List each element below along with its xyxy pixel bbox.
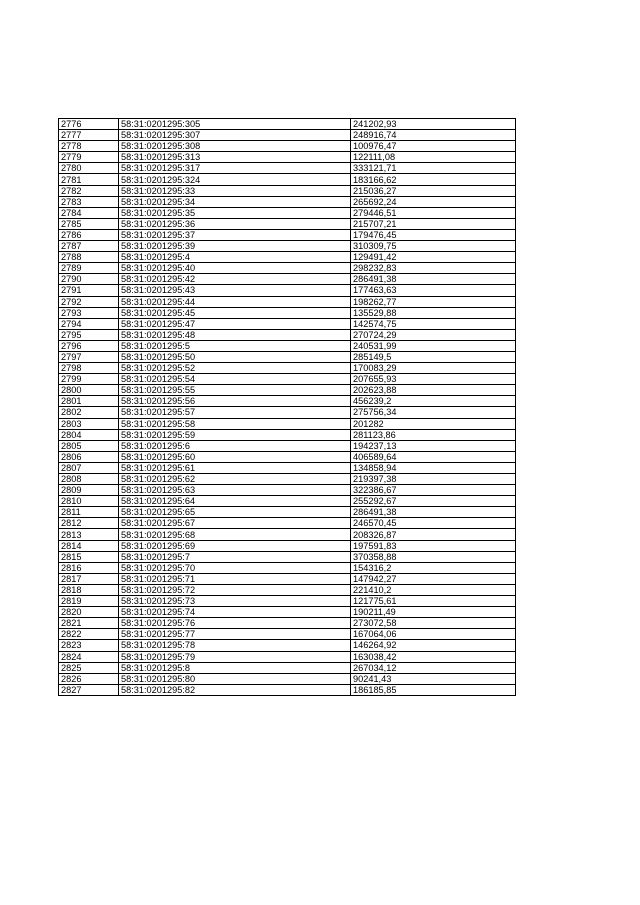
row-number-cell: 2789: [59, 263, 119, 274]
value-cell: 207655,93: [351, 374, 516, 385]
table-row: [59, 529, 516, 540]
table-row: [59, 662, 516, 673]
value-cell: 248916,74: [351, 130, 516, 141]
cadastral-number-cell: 58:31:0201295:78: [119, 640, 351, 651]
cadastral-number-cell: 58:31:0201295:47: [119, 318, 351, 329]
value-cell: 100976,47: [351, 141, 516, 152]
row-number-cell: 2803: [59, 418, 119, 429]
row-number-cell: 2783: [59, 196, 119, 207]
table-row: [59, 163, 516, 174]
row-number-cell: 2777: [59, 130, 119, 141]
value-cell: 241202,93: [351, 119, 516, 130]
value-cell: 202623,88: [351, 385, 516, 396]
value-cell: 90241,43: [351, 673, 516, 684]
row-number-cell: 2816: [59, 562, 119, 573]
row-number-cell: 2818: [59, 584, 119, 595]
table-row: [59, 596, 516, 607]
cadastral-number-cell: 58:31:0201295:52: [119, 363, 351, 374]
row-number-cell: 2804: [59, 429, 119, 440]
value-cell: 135529,88: [351, 307, 516, 318]
cadastral-number-cell: 58:31:0201295:77: [119, 629, 351, 640]
row-number-cell: 2805: [59, 440, 119, 451]
value-cell: 281123,86: [351, 429, 516, 440]
table-row: [59, 418, 516, 429]
table-row: [59, 551, 516, 562]
table-row: [59, 407, 516, 418]
cadastral-number-cell: 58:31:0201295:64: [119, 496, 351, 507]
row-number-cell: 2788: [59, 252, 119, 263]
cadastral-number-cell: 58:31:0201295:69: [119, 540, 351, 551]
table-row: [59, 374, 516, 385]
value-cell: 275756,34: [351, 407, 516, 418]
value-cell: 154316,2: [351, 562, 516, 573]
table-row: [59, 218, 516, 229]
table-row: [59, 462, 516, 473]
cadastral-number-cell: 58:31:0201295:317: [119, 163, 351, 174]
value-cell: 246570,45: [351, 518, 516, 529]
table-row: [59, 385, 516, 396]
table-row: [59, 496, 516, 507]
cadastral-number-cell: 58:31:0201295:67: [119, 518, 351, 529]
value-cell: 333121,71: [351, 163, 516, 174]
table-row: [59, 130, 516, 141]
row-number-cell: 2823: [59, 640, 119, 651]
value-cell: 298232,83: [351, 263, 516, 274]
table-row: [59, 651, 516, 662]
cadastral-number-cell: 58:31:0201295:59: [119, 429, 351, 440]
table-row: [59, 241, 516, 252]
table-row: [59, 673, 516, 684]
table-row: [59, 607, 516, 618]
cadastral-number-cell: 58:31:0201295:50: [119, 351, 351, 362]
table-row: [59, 540, 516, 551]
table-row: [59, 584, 516, 595]
row-number-cell: 2795: [59, 329, 119, 340]
table-row: [59, 363, 516, 374]
value-cell: 197591,83: [351, 540, 516, 551]
table-row: [59, 141, 516, 152]
cadastral-number-cell: 58:31:0201295:61: [119, 462, 351, 473]
row-number-cell: 2811: [59, 507, 119, 518]
table-row: [59, 252, 516, 263]
value-cell: 142574,75: [351, 318, 516, 329]
cadastral-number-cell: 58:31:0201295:62: [119, 474, 351, 485]
value-cell: 406589,64: [351, 451, 516, 462]
cadastral-number-cell: 58:31:0201295:48: [119, 329, 351, 340]
table-row: [59, 474, 516, 485]
table-row: [59, 196, 516, 207]
cadastral-number-cell: 58:31:0201295:7: [119, 551, 351, 562]
cadastral-number-cell: 58:31:0201295:324: [119, 174, 351, 185]
row-number-cell: 2814: [59, 540, 119, 551]
table-row: [59, 307, 516, 318]
value-cell: 146264,92: [351, 640, 516, 651]
row-number-cell: 2790: [59, 274, 119, 285]
value-cell: 177463,63: [351, 285, 516, 296]
row-number-cell: 2787: [59, 241, 119, 252]
value-cell: 194237,13: [351, 440, 516, 451]
cadastral-number-cell: 58:31:0201295:42: [119, 274, 351, 285]
row-number-cell: 2800: [59, 385, 119, 396]
cadastral-number-cell: 58:31:0201295:35: [119, 207, 351, 218]
value-cell: 286491,38: [351, 507, 516, 518]
value-cell: 285149,5: [351, 351, 516, 362]
table-row: [59, 562, 516, 573]
table-body: [59, 119, 516, 696]
cadastral-number-cell: 58:31:0201295:76: [119, 618, 351, 629]
row-number-cell: 2822: [59, 629, 119, 640]
cadastral-number-cell: 58:31:0201295:45: [119, 307, 351, 318]
cadastral-number-cell: 58:31:0201295:4: [119, 252, 351, 263]
row-number-cell: 2827: [59, 684, 119, 695]
cadastral-number-cell: 58:31:0201295:82: [119, 684, 351, 695]
table-row: [59, 340, 516, 351]
table-row: [59, 485, 516, 496]
table-row: [59, 296, 516, 307]
row-number-cell: 2810: [59, 496, 119, 507]
row-number-cell: 2824: [59, 651, 119, 662]
cadastral-number-cell: 58:31:0201295:55: [119, 385, 351, 396]
value-cell: 208326,87: [351, 529, 516, 540]
cadastral-number-cell: 58:31:0201295:308: [119, 141, 351, 152]
table-row: [59, 263, 516, 274]
cadastral-number-cell: 58:31:0201295:34: [119, 196, 351, 207]
value-cell: 270724,29: [351, 329, 516, 340]
row-number-cell: 2780: [59, 163, 119, 174]
row-number-cell: 2781: [59, 174, 119, 185]
value-cell: 167064,06: [351, 629, 516, 640]
cadastral-number-cell: 58:31:0201295:5: [119, 340, 351, 351]
row-number-cell: 2812: [59, 518, 119, 529]
cadastral-number-cell: 58:31:0201295:73: [119, 596, 351, 607]
row-number-cell: 2801: [59, 396, 119, 407]
table-row: [59, 274, 516, 285]
table-row: [59, 207, 516, 218]
value-cell: 456239,2: [351, 396, 516, 407]
table-row: [59, 318, 516, 329]
cadastral-number-cell: 58:31:0201295:79: [119, 651, 351, 662]
table-row: [59, 440, 516, 451]
cadastral-number-cell: 58:31:0201295:56: [119, 396, 351, 407]
table-row: [59, 396, 516, 407]
cadastral-number-cell: 58:31:0201295:80: [119, 673, 351, 684]
cadastral-number-cell: 58:31:0201295:57: [119, 407, 351, 418]
cadastral-number-cell: 58:31:0201295:33: [119, 185, 351, 196]
row-number-cell: 2819: [59, 596, 119, 607]
cadastral-number-cell: 58:31:0201295:307: [119, 130, 351, 141]
value-cell: 255292,67: [351, 496, 516, 507]
table-row: [59, 329, 516, 340]
value-cell: 122111,08: [351, 152, 516, 163]
table-row: [59, 618, 516, 629]
table-row: [59, 507, 516, 518]
cadastral-number-cell: 58:31:0201295:43: [119, 285, 351, 296]
table-row: [59, 573, 516, 584]
cadastral-number-cell: 58:31:0201295:74: [119, 607, 351, 618]
table-row: [59, 640, 516, 651]
value-cell: 265692,24: [351, 196, 516, 207]
value-cell: 129491,42: [351, 252, 516, 263]
row-number-cell: 2791: [59, 285, 119, 296]
value-cell: 163038,42: [351, 651, 516, 662]
value-cell: 240531,99: [351, 340, 516, 351]
row-number-cell: 2817: [59, 573, 119, 584]
row-number-cell: 2785: [59, 218, 119, 229]
value-cell: 286491,38: [351, 274, 516, 285]
cadastral-number-cell: 58:31:0201295:40: [119, 263, 351, 274]
table-row: [59, 185, 516, 196]
cadastral-number-cell: 58:31:0201295:58: [119, 418, 351, 429]
table-row: [59, 229, 516, 240]
table-row: [59, 451, 516, 462]
value-cell: 198262,77: [351, 296, 516, 307]
cadastral-number-cell: 58:31:0201295:72: [119, 584, 351, 595]
value-cell: 215036,27: [351, 185, 516, 196]
table-row: [59, 518, 516, 529]
row-number-cell: 2809: [59, 485, 119, 496]
cadastral-number-cell: 58:31:0201295:39: [119, 241, 351, 252]
cadastral-number-cell: 58:31:0201295:305: [119, 119, 351, 130]
row-number-cell: 2793: [59, 307, 119, 318]
value-cell: 370358,88: [351, 551, 516, 562]
value-cell: 322386,67: [351, 485, 516, 496]
value-cell: 267034,12: [351, 662, 516, 673]
row-number-cell: 2782: [59, 185, 119, 196]
row-number-cell: 2806: [59, 451, 119, 462]
row-number-cell: 2813: [59, 529, 119, 540]
cadastral-number-cell: 58:31:0201295:70: [119, 562, 351, 573]
value-cell: 170083,29: [351, 363, 516, 374]
row-number-cell: 2779: [59, 152, 119, 163]
value-cell: 310309,75: [351, 241, 516, 252]
cadastral-number-cell: 58:31:0201295:71: [119, 573, 351, 584]
value-cell: 219397,38: [351, 474, 516, 485]
row-number-cell: 2776: [59, 119, 119, 130]
row-number-cell: 2778: [59, 141, 119, 152]
cadastral-number-cell: 58:31:0201295:6: [119, 440, 351, 451]
row-number-cell: 2825: [59, 662, 119, 673]
cadastral-number-cell: 58:31:0201295:68: [119, 529, 351, 540]
cadastral-number-cell: 58:31:0201295:313: [119, 152, 351, 163]
table-row: [59, 119, 516, 130]
cadastral-number-cell: 58:31:0201295:37: [119, 229, 351, 240]
row-number-cell: 2784: [59, 207, 119, 218]
row-number-cell: 2799: [59, 374, 119, 385]
table-row: [59, 684, 516, 695]
table-row: [59, 285, 516, 296]
value-cell: 273072,58: [351, 618, 516, 629]
cadastral-number-cell: 58:31:0201295:60: [119, 451, 351, 462]
value-cell: 147942,27: [351, 573, 516, 584]
table-row: [59, 351, 516, 362]
row-number-cell: 2807: [59, 462, 119, 473]
table-row: [59, 429, 516, 440]
row-number-cell: 2798: [59, 363, 119, 374]
row-number-cell: 2796: [59, 340, 119, 351]
cadastral-number-cell: 58:31:0201295:44: [119, 296, 351, 307]
row-number-cell: 2786: [59, 229, 119, 240]
value-cell: 215707,21: [351, 218, 516, 229]
cadastral-number-cell: 58:31:0201295:36: [119, 218, 351, 229]
cadastral-number-cell: 58:31:0201295:63: [119, 485, 351, 496]
cadastral-number-cell: 58:31:0201295:54: [119, 374, 351, 385]
value-cell: 134858,94: [351, 462, 516, 473]
row-number-cell: 2821: [59, 618, 119, 629]
row-number-cell: 2826: [59, 673, 119, 684]
value-cell: 121775,61: [351, 596, 516, 607]
value-cell: 279446,51: [351, 207, 516, 218]
row-number-cell: 2820: [59, 607, 119, 618]
value-cell: 179476,45: [351, 229, 516, 240]
cadastral-number-cell: 58:31:0201295:65: [119, 507, 351, 518]
value-cell: 221410,2: [351, 584, 516, 595]
table-row: [59, 629, 516, 640]
cadastral-value-table: [58, 118, 516, 696]
table-row: [59, 174, 516, 185]
row-number-cell: 2808: [59, 474, 119, 485]
row-number-cell: 2794: [59, 318, 119, 329]
value-cell: 183166,62: [351, 174, 516, 185]
row-number-cell: 2802: [59, 407, 119, 418]
cadastral-number-cell: 58:31:0201295:8: [119, 662, 351, 673]
row-number-cell: 2815: [59, 551, 119, 562]
value-cell: 201282: [351, 418, 516, 429]
row-number-cell: 2792: [59, 296, 119, 307]
row-number-cell: 2797: [59, 351, 119, 362]
value-cell: 186185,85: [351, 684, 516, 695]
table-row: [59, 152, 516, 163]
value-cell: 190211,49: [351, 607, 516, 618]
